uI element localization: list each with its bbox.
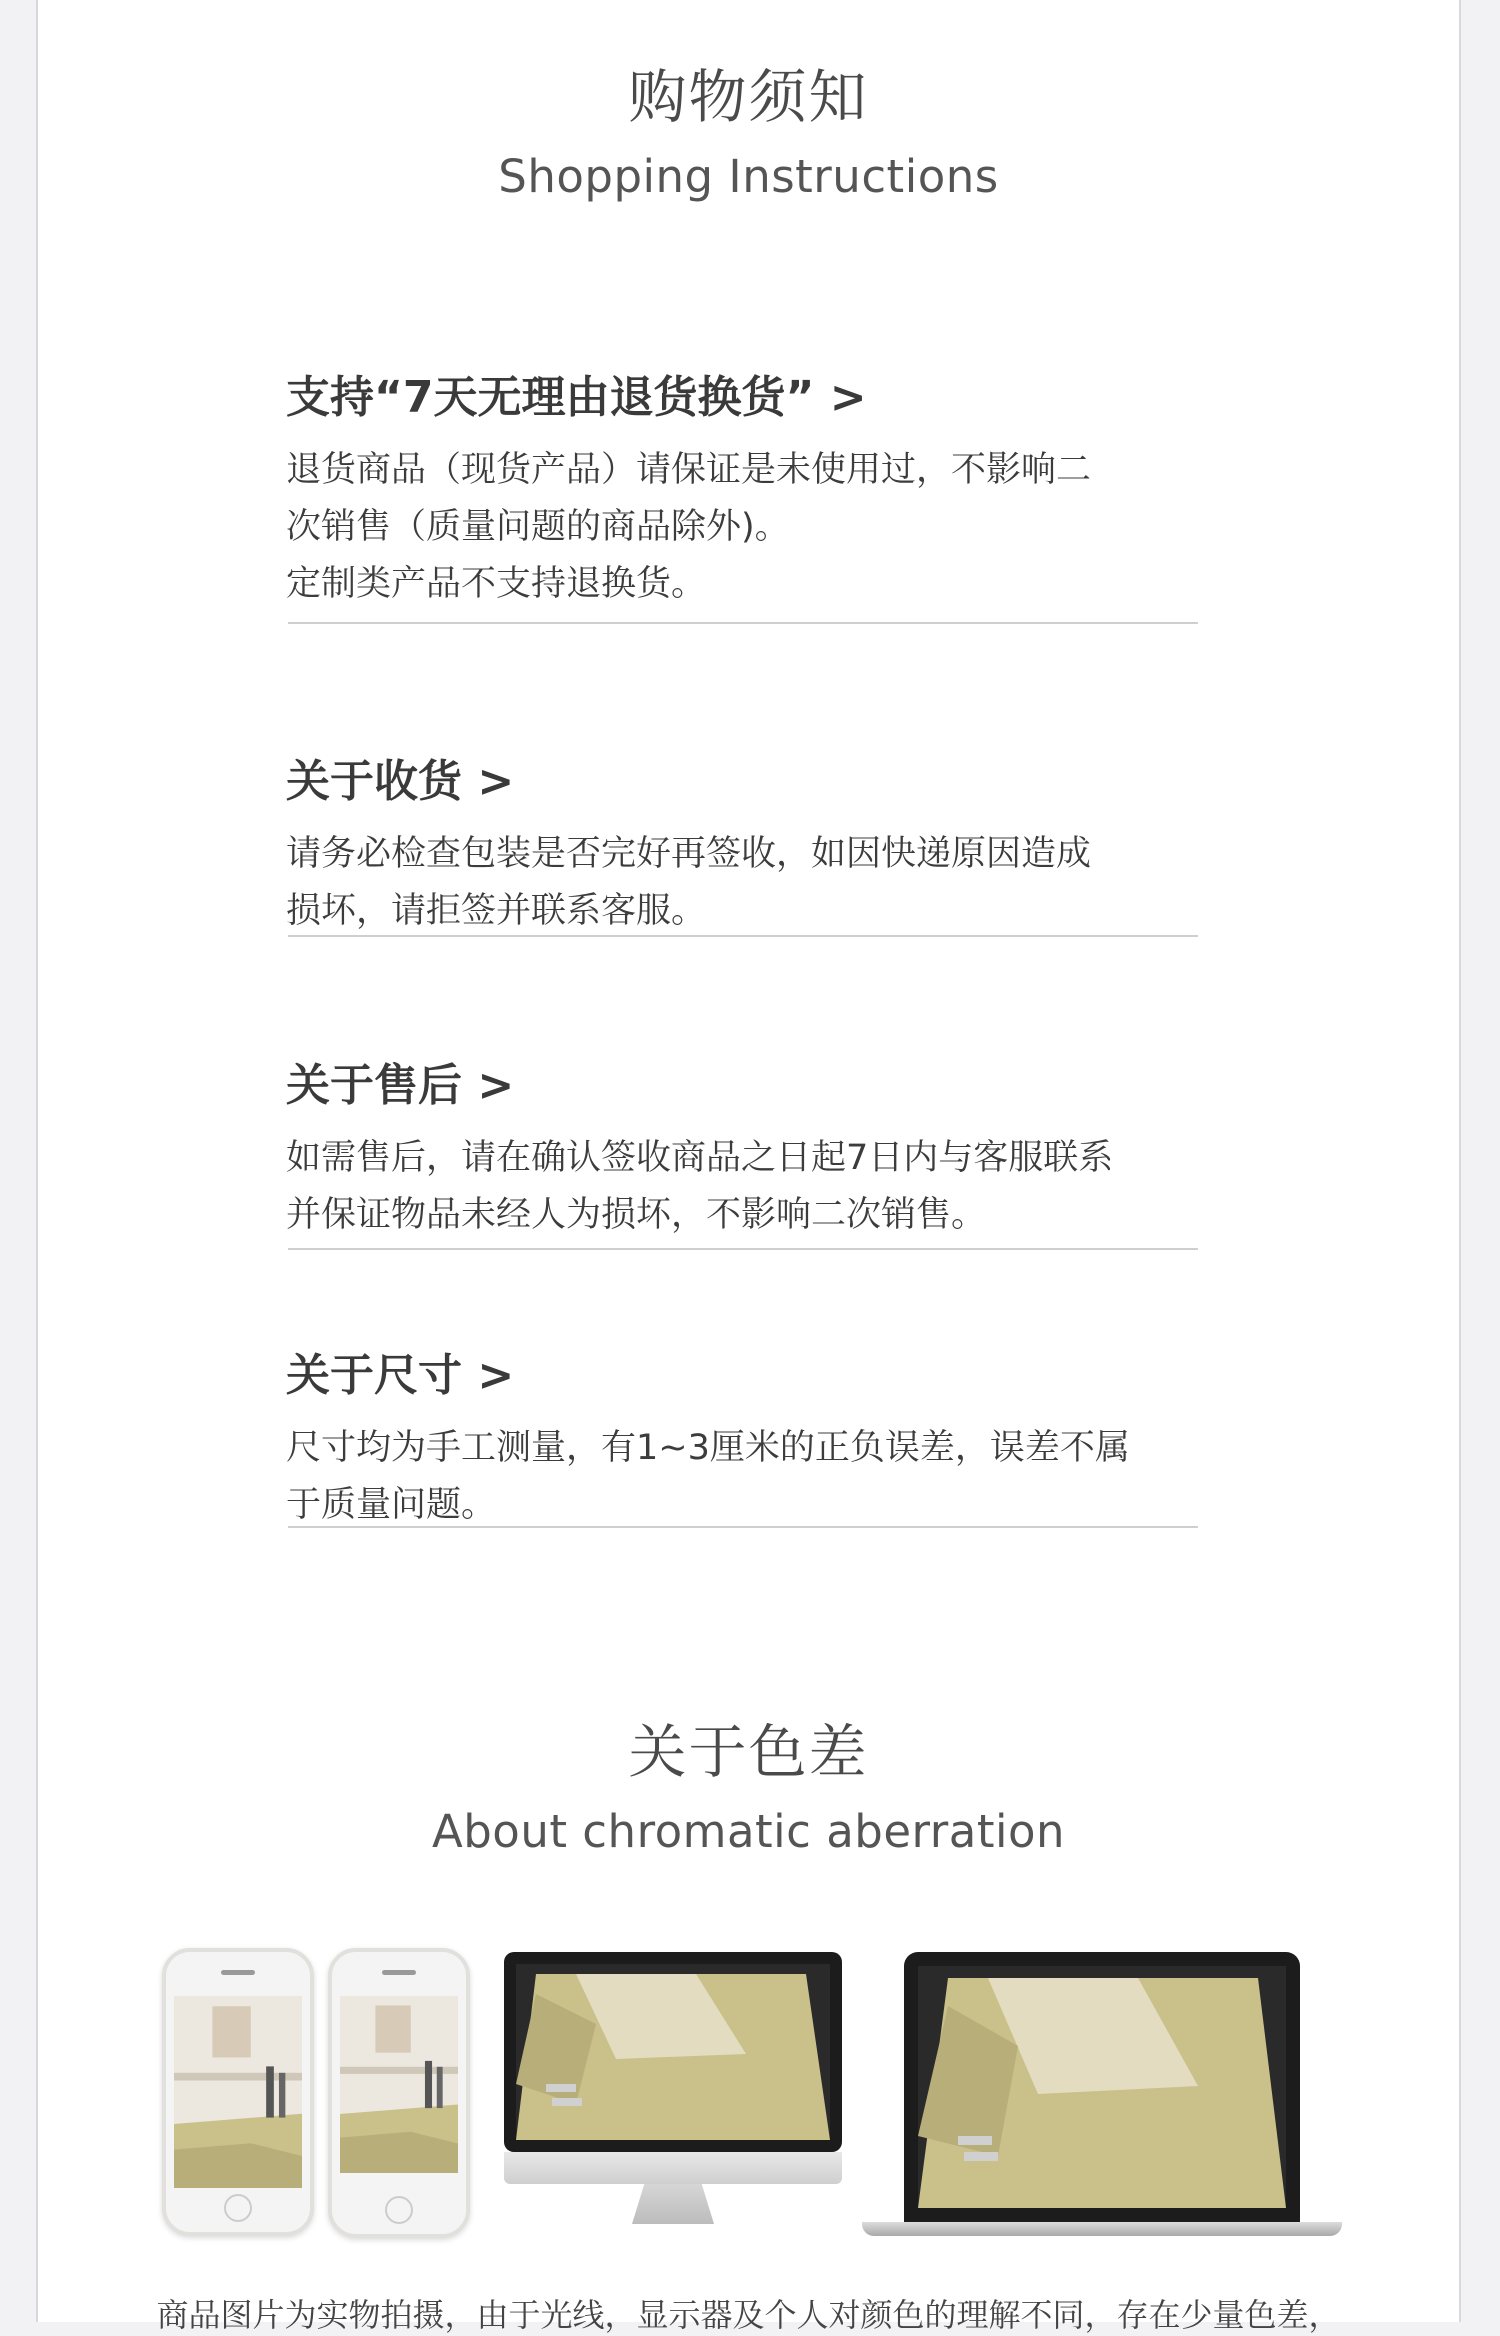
monitor-icon bbox=[504, 1952, 842, 2234]
after-sales-title[interactable]: 关于售后 > bbox=[286, 1060, 515, 1111]
smartphone-icon bbox=[328, 1948, 470, 2238]
divider bbox=[288, 1526, 1198, 1528]
monitor-stand bbox=[632, 2184, 714, 2224]
phone-speaker bbox=[221, 1970, 255, 1975]
divider bbox=[288, 1248, 1198, 1250]
home-button bbox=[224, 2194, 252, 2222]
smartphone-icon bbox=[162, 1948, 314, 2236]
receiving-line: 请务必检查包装是否完好再签收，如因快递原因造成 bbox=[286, 834, 1092, 874]
shopping-title-zh: 购物须知 bbox=[628, 63, 869, 131]
return-policy-line: 退货商品（现货产品）请保证是未使用过，不影响二 bbox=[286, 450, 1092, 490]
room-photo bbox=[340, 1996, 458, 2173]
laptop-icon bbox=[862, 1952, 1342, 2238]
aberration-title-zh: 关于色差 bbox=[628, 1718, 869, 1786]
receiving-title[interactable]: 关于收货 > bbox=[286, 756, 515, 807]
receiving-line: 损坏，请拒签并联系客服。 bbox=[286, 891, 707, 931]
room-photo bbox=[516, 1964, 830, 2140]
return-policy-block bbox=[286, 368, 1206, 613]
aberration-title-en: About chromatic aberration bbox=[431, 1805, 1066, 1858]
return-policy-line: 定制类产品不支持退换货。 bbox=[286, 564, 707, 604]
size-title[interactable]: 关于尺寸 > bbox=[286, 1350, 515, 1401]
laptop-base bbox=[862, 2222, 1342, 2236]
after-sales-block bbox=[286, 1056, 1206, 1244]
monitor-chin bbox=[504, 2152, 842, 2184]
aberration-note: 商品图片为实物拍摄，由于光线，显示器及个人对颜色的理解不同，存在少量色差， bbox=[156, 2296, 1341, 2334]
size-block bbox=[286, 1346, 1206, 1534]
size-line: 于质量问题。 bbox=[286, 1485, 497, 1525]
aberration-heading bbox=[38, 1705, 1459, 1858]
room-photo bbox=[174, 1996, 302, 2188]
phone-screen bbox=[340, 1996, 458, 2192]
receiving-block bbox=[286, 752, 1206, 940]
room-photo bbox=[918, 1966, 1286, 2208]
size-line: 尺寸均为手工测量，有1~3厘米的正负误差，误差不属 bbox=[286, 1428, 1130, 1468]
laptop-screen bbox=[904, 1952, 1300, 2222]
monitor-screen bbox=[504, 1952, 842, 2152]
shopping-title-en: Shopping Instructions bbox=[498, 150, 999, 203]
after-sales-line: 并保证物品未经人为损坏，不影响二次销售。 bbox=[286, 1195, 987, 1235]
return-policy-line: 次销售（质量问题的商品除外)。 bbox=[286, 507, 790, 547]
shopping-instructions-heading bbox=[38, 50, 1459, 203]
return-policy-title[interactable]: 支持“7天无理由退货换货” > bbox=[286, 372, 867, 423]
phone-screen bbox=[174, 1996, 302, 2190]
product-detail-page bbox=[36, 0, 1461, 2334]
phone-speaker bbox=[382, 1970, 416, 1975]
after-sales-line: 如需售后，请在确认签收商品之日起7日内与客服联系 bbox=[286, 1138, 1114, 1178]
divider bbox=[288, 935, 1198, 937]
divider bbox=[288, 622, 1198, 624]
home-button bbox=[385, 2196, 413, 2224]
